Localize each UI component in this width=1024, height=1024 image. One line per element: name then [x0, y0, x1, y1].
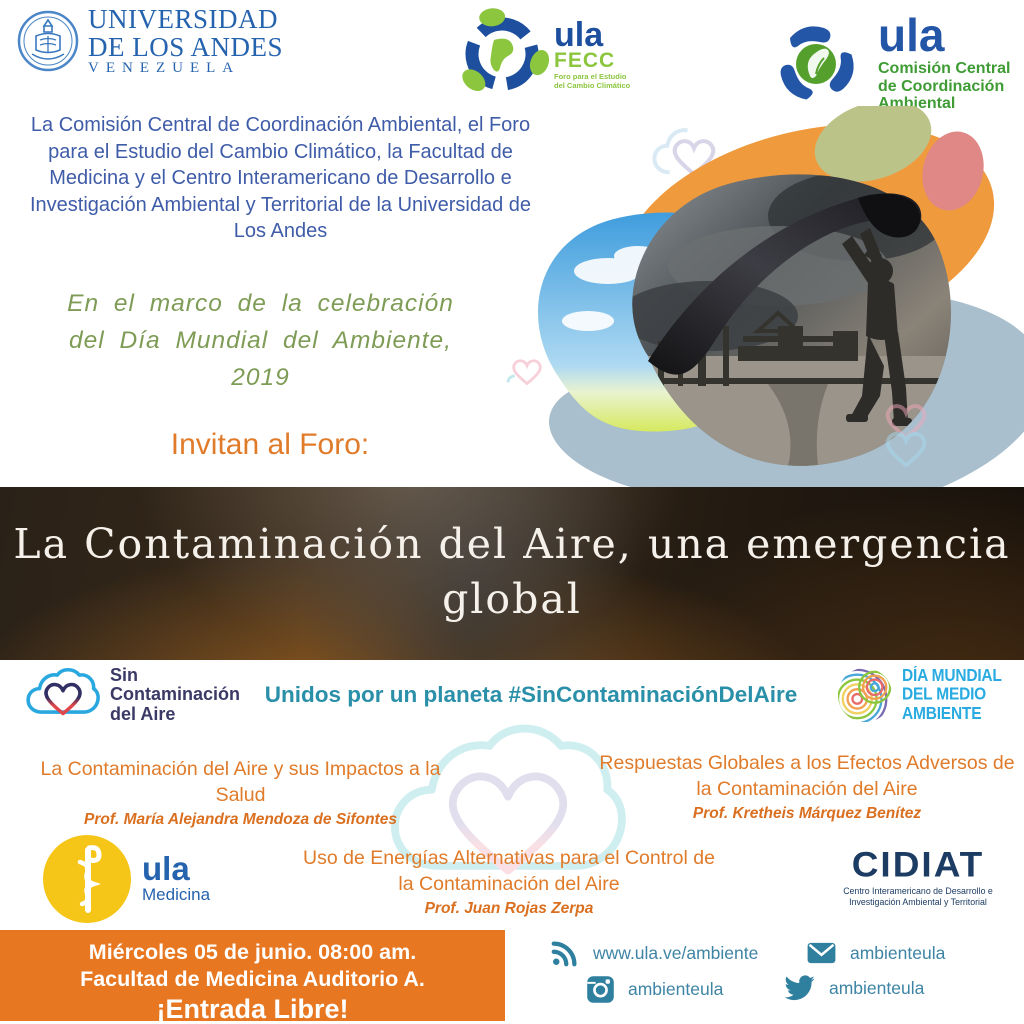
twitter-icon	[784, 975, 816, 1002]
sin-contaminacion-del-aire-logo	[26, 666, 240, 724]
hands-around-leaf-icon	[760, 8, 872, 120]
talk-title: Respuestas Globales a los Efectos Adversos de la Contaminación del Aire	[599, 752, 1015, 801]
ccca-subtitle-line3: Ambiental	[878, 95, 956, 113]
contact-instagram	[586, 975, 723, 1004]
ula-crest-icon	[16, 8, 80, 74]
medicina-label: Medicina	[142, 884, 211, 904]
cidiat-subtitle-line2: Investigación Ambiental y Territorial	[849, 896, 987, 907]
cidiat-logo	[818, 846, 1018, 908]
ula-name-line2: DE LOS ANDES	[88, 31, 284, 62]
occasion-line2: del Día Mundial del Ambiente,	[69, 326, 452, 354]
contact-twitter	[784, 975, 924, 1002]
ccca-ula-wordmark: ula	[878, 8, 945, 61]
cidiat-wordmark: CIDIAT	[851, 845, 985, 884]
contact-website-label: www.ula.ve/ambiente	[593, 942, 759, 963]
organizers-paragraph: La Comisión Central de Coordinación Ambiental, el Foro para el Estudio del Cambio Climático, la Facultad de Medicina y el Centro Interamericano de Desarrollo e Investigación Ambiental y Territorial de la Universidad de Los Andes	[29, 114, 531, 243]
fecc-name: FECC	[554, 48, 616, 72]
fecc-logo	[452, 4, 630, 104]
fingerprint-icon	[836, 666, 894, 724]
sca-line2: Contaminación	[110, 684, 241, 705]
ula-name-line3: VENEZUELA	[88, 60, 241, 77]
event-free-entry: ¡Entrada Libre!	[156, 994, 349, 1024]
fecc-subtitle-line1: Foro para el Estudio	[554, 71, 627, 81]
instagram-icon	[586, 975, 615, 1004]
dia-mundial-del-medio-ambiente-logo	[836, 666, 1002, 724]
fecc-subtitle-line2: del Cambio Climático	[554, 80, 631, 90]
talk-item-energias-alternativas	[298, 845, 720, 918]
cidiat-subtitle-line1: Centro Interamericano de Desarrollo e	[843, 886, 993, 896]
ccca-subtitle-line2: de Coordinación	[878, 77, 1005, 95]
sca-line3: del Aire	[110, 703, 176, 724]
talk-item-respuestas-globales	[598, 750, 1016, 823]
talk-speaker: Prof. Kretheis Márquez Benítez	[692, 804, 922, 822]
contact-website	[550, 938, 758, 968]
talk-title: Uso de Energías Alternativas para el Control de la Contaminación del Aire	[303, 847, 715, 896]
forum-title-line2: global	[442, 575, 582, 624]
contact-twitter-label: ambienteula	[829, 978, 925, 998]
contact-instagram-label: ambienteula	[628, 979, 724, 999]
rss-icon	[550, 938, 580, 968]
forum-title-line1: La Contaminación del Aire, una emergencia	[13, 520, 1011, 568]
fecc-ula-wordmark: ula	[554, 15, 604, 54]
ccca-subtitle-line1: Comisión Central	[878, 60, 1011, 78]
campaign-slogan: Unidos por un planeta #SinContaminaciónDelAire	[264, 682, 798, 707]
event-details-box	[0, 930, 505, 1024]
wed-line1: DÍA MUNDIAL	[902, 665, 1002, 686]
mail-icon	[806, 941, 837, 965]
fecc-globe-icon	[452, 4, 552, 104]
comision-central-logo	[760, 8, 1010, 120]
occasion-text	[8, 286, 513, 396]
wed-line2: DEL MEDIO	[902, 684, 987, 705]
contact-email	[806, 941, 945, 965]
heart-cloud-icon	[26, 666, 100, 724]
invite-label: Invitan al Foro:	[170, 428, 370, 461]
contact-email-label: ambienteula	[850, 942, 946, 963]
forum-title-banner	[0, 487, 1024, 660]
ula-medicina-logo	[42, 834, 210, 924]
talk-speaker: Prof. Juan Rojas Zerpa	[424, 899, 594, 917]
medicina-ula-wordmark: ula	[142, 850, 190, 888]
sca-line1: Sin	[110, 665, 139, 685]
talk-item-salud	[38, 756, 443, 829]
occasion-line1: En el marco de la celebración	[67, 290, 454, 317]
wed-line3: AMBIENTE	[902, 703, 982, 723]
talk-speaker: Prof. María Alejandra Mendoza de Sifontes	[84, 810, 397, 828]
air-pollution-collage-illustration	[528, 106, 1024, 488]
universidad-de-los-andes-logo	[16, 6, 283, 76]
event-date-time: Miércoles 05 de junio. 08:00 am.	[88, 940, 417, 964]
event-location: Facultad de Medicina Auditorio A.	[80, 967, 425, 992]
medicine-asclepius-icon	[42, 834, 132, 924]
ula-name-line1: UNIVERSIDAD	[88, 4, 278, 34]
talk-title: La Contaminación del Aire y sus Impactos a la Salud	[40, 758, 441, 807]
forum-title	[0, 517, 1024, 628]
occasion-line3: 2019	[231, 363, 290, 391]
